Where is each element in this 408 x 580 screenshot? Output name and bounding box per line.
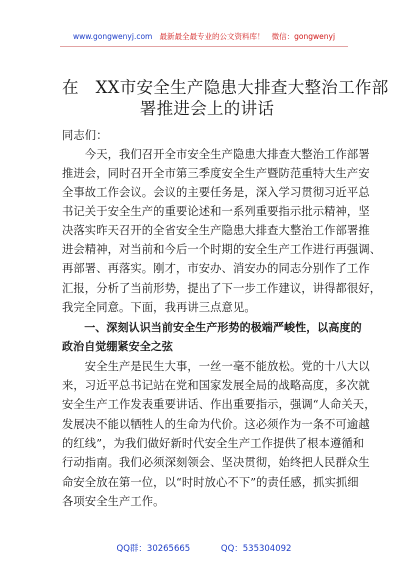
body-line: 来，习近平总书记站在党和国家发展全局的战略高度，多次就 — [62, 379, 370, 392]
document-title-line1: 在 XX市安全生产隐患大排查大整治工作部 — [62, 78, 389, 97]
body-line: 再部署、再落实。刚才，市安办、消安办的同志分别作了工作 — [62, 262, 370, 275]
header-wechat: 微信：gongwenyj — [271, 32, 336, 41]
body-line: 各项安全生产工作。 — [62, 495, 165, 508]
body-line: 书记关于安全生产的重要论述和一系列重要指示批示精神，坚 — [62, 205, 370, 218]
qq-group-contact: QQ群：30265665 — [116, 544, 191, 554]
header-slogan: 最新最全最专业的公文资料库！ — [159, 32, 265, 41]
body-line: 行动指南。我们必须深刻领会、坚决贯彻，始终把人民群众生 — [62, 456, 370, 469]
section-heading: 一、深刻认识当前安全生产形势的极端严峻性，以高度的 — [62, 321, 362, 334]
body-line: 安全生产工作发表重要讲话、作出重要指示，强调“人命关天， — [62, 398, 376, 411]
website-link[interactable]: www.gongwenyj.com — [72, 32, 153, 41]
body-line: 的红线”，为我们做好新时代安全生产工作提供了根本遵循和 — [62, 437, 365, 450]
body-line: 我完全同意。下面，我再讲三点意见。 — [62, 301, 256, 314]
qq-contact: QQ：535304092 — [220, 544, 292, 554]
header-divider — [60, 46, 348, 47]
body-line: 命安全放在第一位，以“时时放心不下”的责任感，抓实抓细 — [62, 476, 359, 489]
body-line: 全事故工作会议。会议的主要任务是，深入学习贯彻习近平总 — [62, 186, 370, 199]
salutation: 同志们： — [62, 129, 108, 142]
body-line: 汇报，分析了当前形势，提出了下一步工作建议，讲得都很好， — [62, 282, 382, 295]
body-line: 发展决不能以牺牲人的生命为代价。这必须作为一条不可逾越 — [62, 418, 370, 431]
body-line: 决落实昨天召开的全省安全生产隐患大排查大整治工作部署推 — [62, 224, 370, 237]
body-line: 进会精神，对当前和今后一个时期的安全生产工作进行再强调、 — [62, 243, 382, 256]
section-heading: 政治自觉绷紧安全之弦 — [62, 340, 173, 353]
body-line: 推进会，同时召开全市第三季度安全生产暨防范重特大生产安 — [62, 167, 370, 180]
body-line: 安全生产是民生大事，一丝一毫不能放松。党的十八大以 — [62, 360, 370, 373]
page-footer — [0, 542, 408, 554]
body-line: 今天，我们召开全市安全生产隐患大排查大整治工作部署 — [62, 148, 370, 161]
document-title-line2: 署推进会上的讲话 — [139, 99, 275, 118]
page-header — [0, 32, 408, 42]
